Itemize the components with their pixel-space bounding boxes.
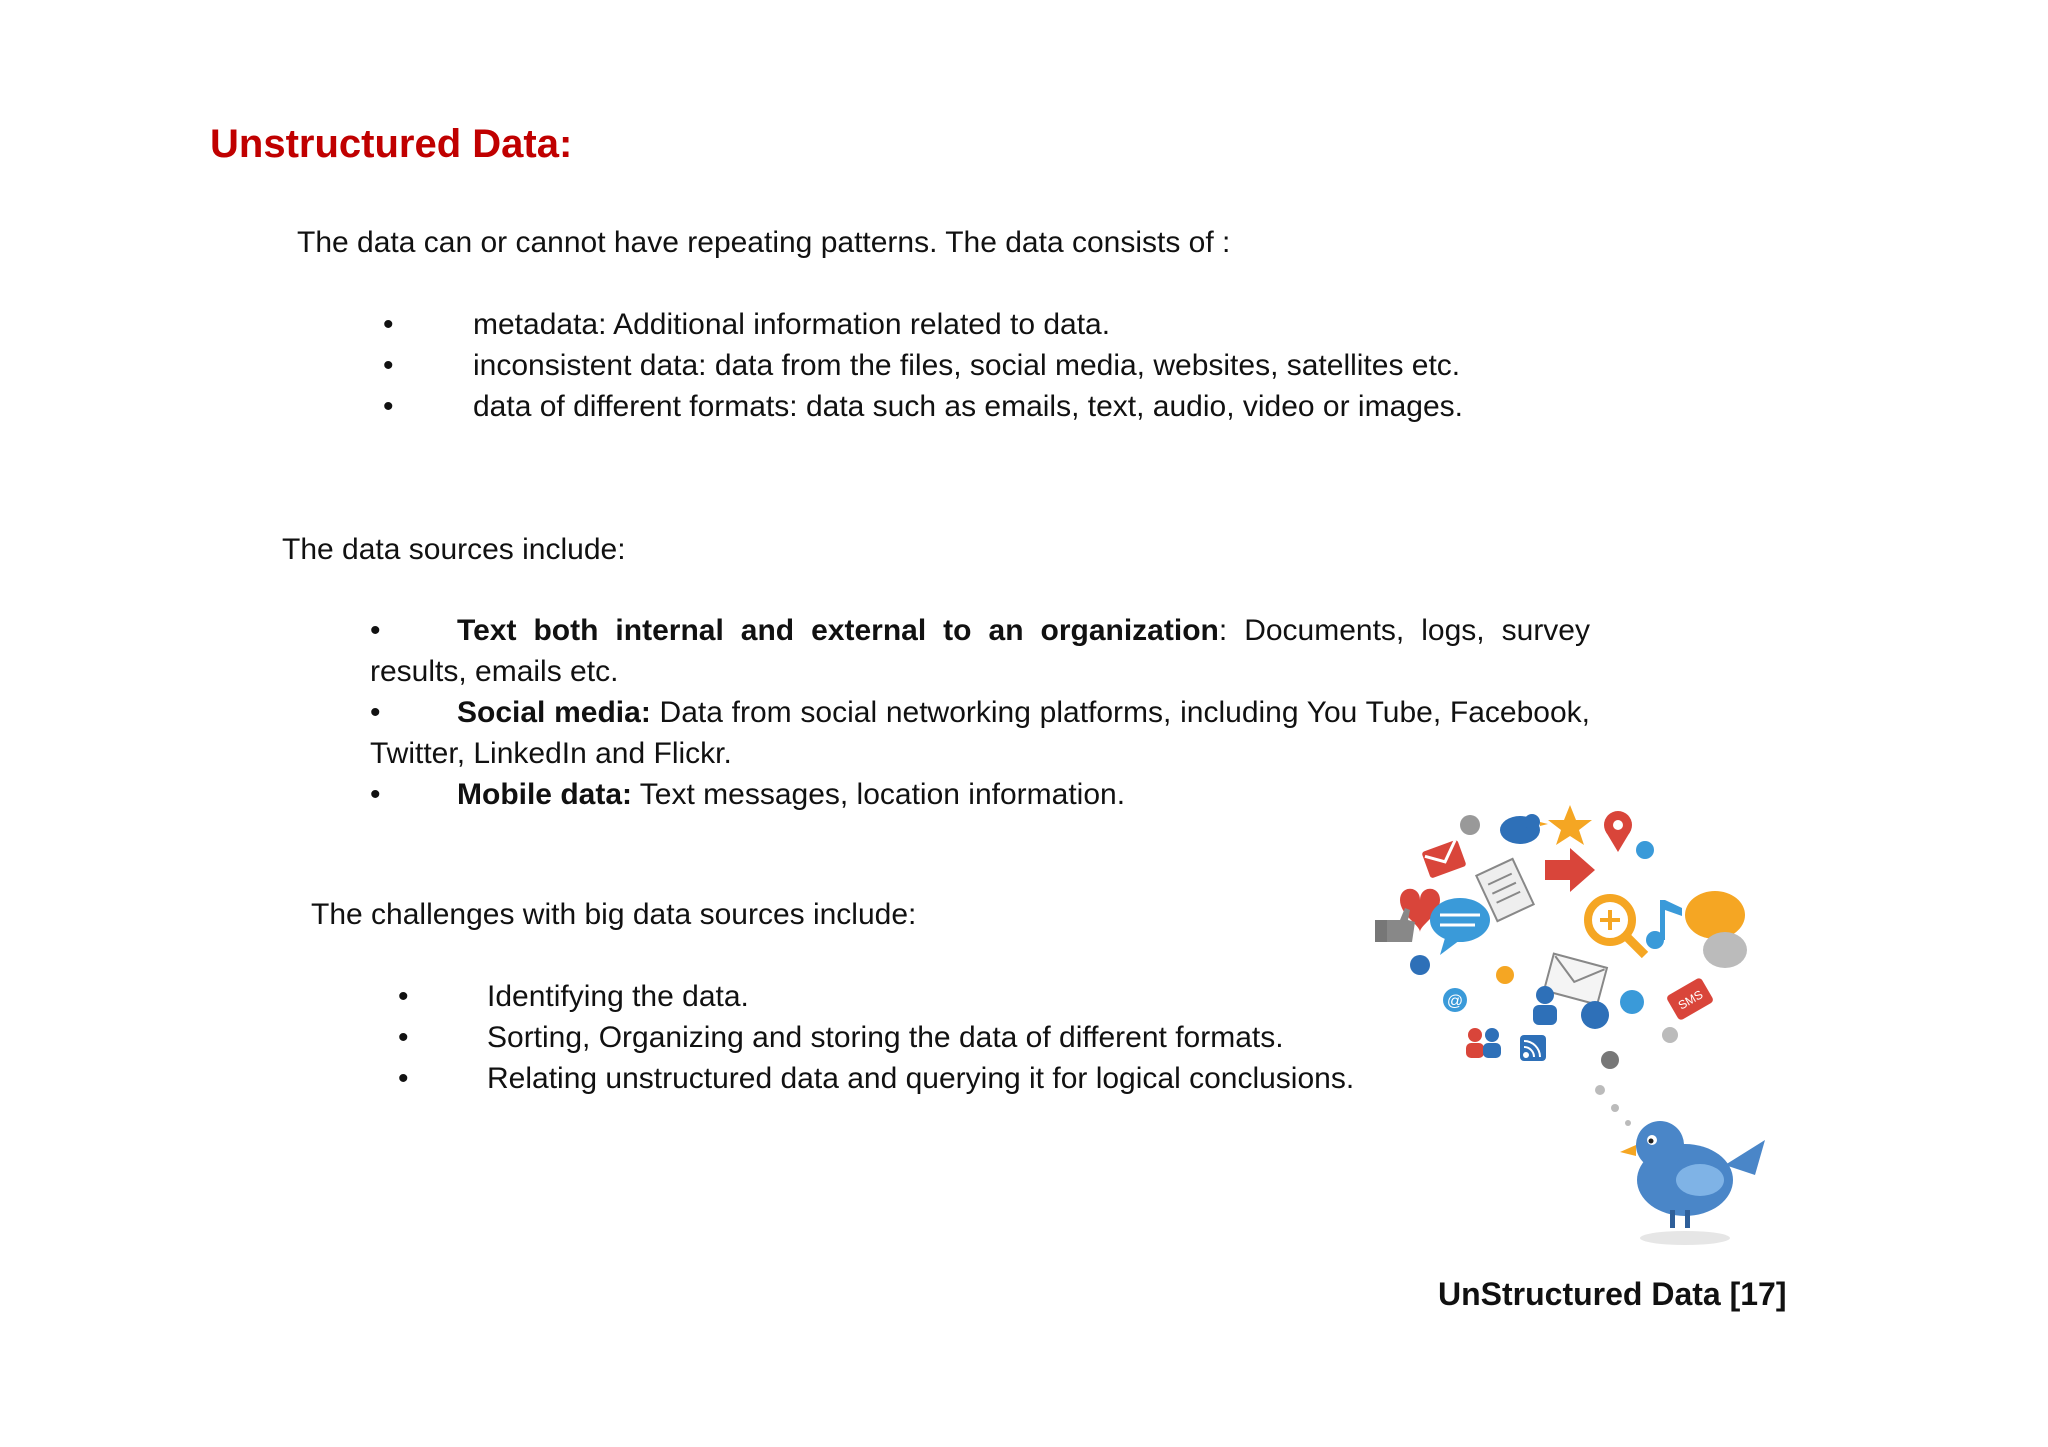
list-item: [383, 304, 1463, 345]
list-item-text: Text messages, location information.: [632, 778, 1126, 811]
star-icon: [1548, 805, 1592, 845]
location-pin-icon: [1604, 811, 1632, 852]
list-item-text: Data from social networking platforms, including You Tube, Facebook, Twitter, LinkedIn and Flickr.: [370, 696, 1590, 770]
bullet-icon: •: [370, 778, 381, 811]
envelope-icon: [1421, 839, 1466, 878]
rss-icon: [1520, 1035, 1546, 1061]
intro-text: The data can or cannot have repeating patterns. The data consists of :: [297, 226, 1231, 259]
list-item: [398, 1017, 1354, 1058]
list-item-text: Identifying the data.: [487, 980, 749, 1013]
list-item-text: metadata: Additional information related to data.: [473, 308, 1111, 341]
svg-text:@: @: [1446, 993, 1464, 1010]
list-item-text: Sorting, Organizing and storing the data of different formats.: [487, 1021, 1284, 1054]
social-media-cloud-figure: [1370, 790, 1770, 1250]
bullet-icon: •: [383, 308, 394, 341]
list-item-text: data of different formats: data such as emails, text, audio, video or images.: [473, 390, 1463, 423]
bullet-icon: •: [370, 614, 381, 647]
challenges-list: [398, 976, 1354, 1099]
list-item: [383, 345, 1463, 386]
svg-text:SMS: SMS: [1675, 987, 1706, 1013]
list-item: [370, 692, 1590, 774]
list-item: [383, 386, 1463, 427]
figure-caption: UnStructured Data [17]: [1438, 1276, 1787, 1312]
bullet-icon: •: [383, 349, 394, 382]
list-item: [398, 976, 1354, 1017]
consists-of-list: [383, 304, 1463, 427]
bullet-icon: •: [398, 1062, 409, 1095]
list-item-text: : Documents, logs, survey results, emails etc.: [370, 614, 1590, 688]
arrow-icon: [1545, 848, 1595, 892]
list-item-bold: Mobile data:: [457, 778, 633, 811]
list-item: [370, 610, 1590, 692]
bird-icon: [1500, 814, 1548, 844]
challenges-heading: The challenges with big data sources include:: [311, 898, 917, 931]
sources-list: [370, 610, 1590, 815]
page-title: Unstructured Data:: [210, 122, 573, 166]
at-sign-icon: [1443, 988, 1467, 1012]
bullet-icon: •: [398, 1021, 409, 1054]
bullet-icon: •: [370, 696, 381, 729]
bullet-icon: •: [398, 980, 409, 1013]
list-item-bold: Text both internal and external to an organization: [457, 614, 1219, 647]
list-item-text: inconsistent data: data from the files, social media, websites, satellites etc.: [473, 349, 1461, 382]
magnifier-icon: [1588, 898, 1645, 955]
list-item: [398, 1058, 1354, 1099]
music-note-icon: [1646, 900, 1682, 949]
sources-heading: The data sources include:: [282, 533, 626, 566]
list-item-bold: Social media:: [457, 696, 651, 729]
bullet-icon: •: [383, 390, 394, 423]
list-item-text: Relating unstructured data and querying it for logical conclusions.: [487, 1062, 1355, 1095]
bird-icon: [1620, 1121, 1765, 1245]
thumbs-up-icon: [1375, 908, 1415, 942]
sms-icon: [1666, 977, 1715, 1021]
